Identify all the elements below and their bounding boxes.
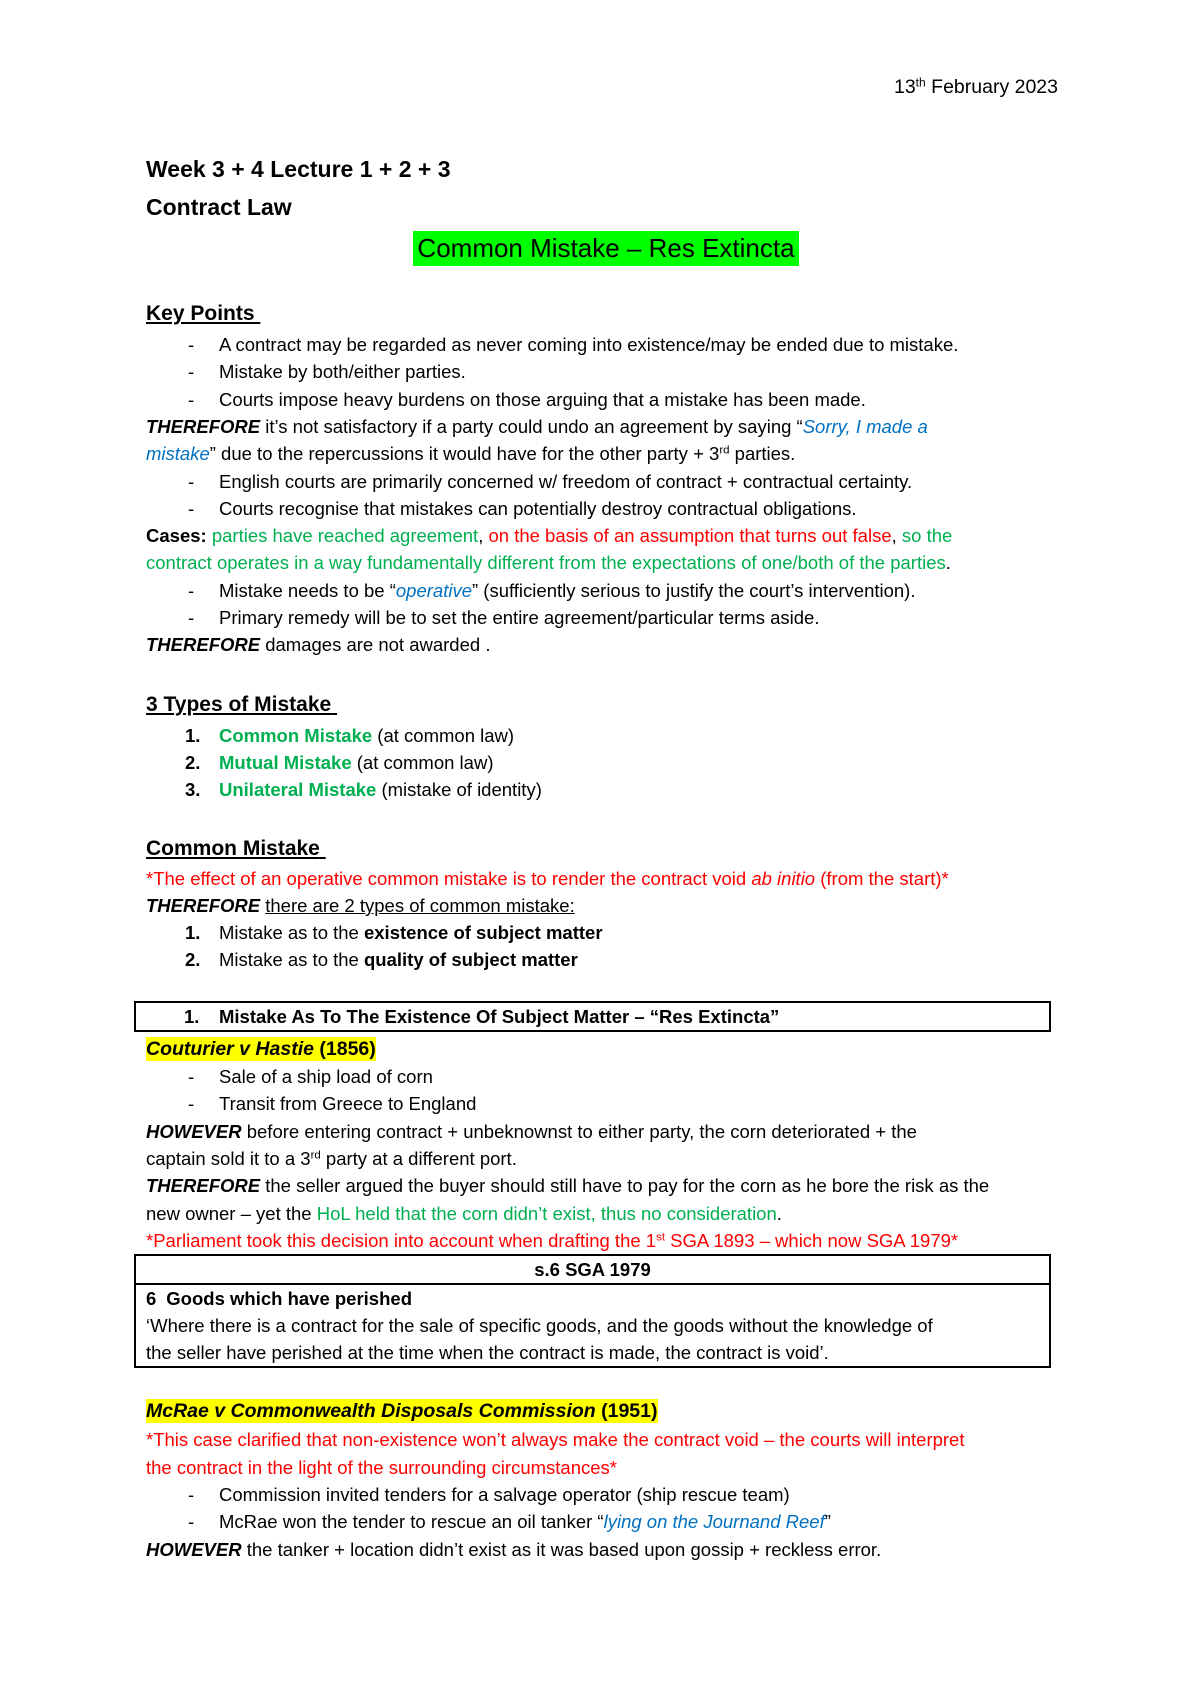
case-heading (146, 1036, 376, 1063)
bullet-item: - A contract may be regarded as never coming into existence/may be ended due to mistake. (219, 331, 958, 358)
mistake-type-name: Unilateral Mistake (219, 779, 377, 800)
item-number: 1. (185, 725, 201, 746)
latin-term: ab initio (751, 868, 816, 889)
however-paragraph-line (146, 1118, 917, 1145)
however-paragraph-line (146, 1145, 517, 1172)
however-paragraph-line (146, 1536, 881, 1563)
statute-body (136, 1285, 1049, 1366)
bullet-item: - Mistake by both/either parties. (219, 358, 466, 385)
numbered-item (185, 749, 494, 776)
date-month-year: February 2023 (925, 76, 1058, 98)
paragraph-text: ” due to the repercussions it would have for the other party + 3 (209, 443, 720, 464)
section-box-res-extincta (134, 1001, 1051, 1032)
item-bold-text: existence of subject matter (363, 922, 603, 943)
statute-section-number: 6 (146, 1288, 157, 1309)
case-highlight (146, 1399, 658, 1423)
types-heading-text: 3 Types of Mistake (146, 693, 332, 716)
item-text: Mistake as to the (219, 949, 364, 970)
mistake-type-name: Common Mistake (219, 725, 373, 746)
case-year: (1856) (319, 1038, 376, 1060)
mistake-type-note: (at common law) (372, 725, 515, 746)
numbered-item (185, 946, 578, 973)
cases-line (146, 522, 952, 549)
keyword-therefore: THEREFORE (146, 895, 261, 916)
bullet-item (219, 1508, 831, 1535)
mistake-type-note: (mistake of identity) (376, 779, 542, 800)
full-stop: . (776, 1203, 782, 1224)
comma: , (891, 525, 897, 546)
case-year: (1951) (601, 1400, 658, 1422)
date-day: 13 (893, 76, 916, 98)
case-highlight (146, 1037, 376, 1061)
effect-note (146, 865, 949, 892)
statute-text-line: the seller have perished at the time when the contract is made, the contract is void’. (146, 1342, 829, 1363)
case-note-line: *This case clarified that non-existence won’t always make the contract void – the courts will interpret (146, 1429, 965, 1450)
common-mistake-heading-text: Common Mistake (146, 837, 320, 860)
item-number: 2. (185, 752, 201, 773)
item-number: 3. (185, 779, 201, 800)
therefore-paragraph-line (146, 440, 795, 467)
keyword-therefore: THEREFORE (146, 634, 261, 655)
case-name: Couturier v Hastie (146, 1038, 314, 1060)
section-title-text: Mistake As To The Existence Of Subject Matter – “Res Extincta” (219, 1006, 780, 1027)
ordinal-suffix: st (656, 1231, 665, 1244)
case-note-line: the contract in the light of the surrounding circumstances* (146, 1457, 617, 1478)
paragraph-text: it’s not satisfactory if a party could undo an agreement by saying “ (260, 416, 803, 437)
keyword-however: HOWEVER (146, 1121, 242, 1142)
numbered-item (185, 919, 603, 946)
paragraph-text: before entering contract + unbeknownst to either party, the corn deteriorated + the (241, 1121, 917, 1142)
quoted-term: operative (395, 580, 472, 601)
case-heading (146, 1398, 658, 1425)
item-number: 1. (185, 922, 201, 943)
quoted-phrase: lying on the Journand Reef (603, 1511, 825, 1532)
bullet-item: - Sale of a ship load of corn (219, 1063, 433, 1090)
bullet-text: ” (sufficiently serious to justify the court’s intervention). (471, 580, 916, 601)
ordinal-suffix: rd (719, 444, 730, 457)
keyword-however: HOWEVER (146, 1539, 242, 1560)
case-name: McRae v Commonwealth Disposals Commission (146, 1400, 596, 1422)
quoted-phrase: mistake (146, 443, 210, 464)
bullet-item: - Courts recognise that mistakes can potentially destroy contractual obligations. (219, 495, 857, 522)
therefore-paragraph-line (146, 1172, 989, 1199)
therefore-paragraph-line (146, 1200, 782, 1227)
bullet-text: Mistake needs to be “ (219, 580, 396, 601)
full-stop: . (945, 552, 951, 573)
cases-green-text: so the (896, 525, 953, 546)
date-suffix: th (915, 75, 926, 90)
common-mistake-heading (146, 834, 326, 864)
numbered-item (185, 776, 542, 803)
item-number: 2. (185, 949, 201, 970)
comma: , (478, 525, 484, 546)
statute-table (134, 1254, 1051, 1368)
keyword-therefore: THEREFORE (146, 1175, 261, 1196)
paragraph-text: there are 2 types of common mistake: (265, 895, 575, 916)
item-bold-text: quality of subject matter (363, 949, 578, 970)
cases-green-text: parties have reached agreement (206, 525, 479, 546)
parliament-note (146, 1227, 958, 1254)
statute-title: s.6 SGA 1979 (136, 1256, 1049, 1285)
therefore-paragraph-line (146, 631, 490, 658)
keyword-therefore: THEREFORE (146, 416, 261, 437)
mistake-type-name: Mutual Mistake (219, 752, 352, 773)
document-date (894, 73, 1058, 101)
note-text: *Parliament took this decision into account when drafting the 1 (146, 1230, 657, 1251)
bullet-item: - Primary remedy will be to set the entire agreement/particular terms aside. (219, 604, 819, 631)
bullet-text: McRae won the tender to rescue an oil tanker “ (219, 1511, 604, 1532)
topic-heading (6, 231, 1200, 266)
bullet-item: - English courts are primarily concerned w/ freedom of contract + contractual certainty. (219, 468, 912, 495)
cases-label: Cases: (146, 525, 207, 546)
types-heading (146, 690, 337, 720)
effect-text: *The effect of an operative common mistake is to render the contract void (146, 868, 752, 889)
paragraph-text: damages are not awarded . (260, 634, 491, 655)
paragraph-text: parties. (729, 443, 796, 464)
numbered-item (185, 722, 515, 749)
cases-red-text: on the basis of an assumption that turns out false (483, 525, 892, 546)
paragraph-text: the tanker + location didn’t exist as it was based upon gossip + reckless error. (241, 1539, 882, 1560)
paragraph-text: the seller argued the buyer should still have to pay for the corn as he bore the risk as the (260, 1175, 990, 1196)
key-points-heading (146, 299, 260, 329)
mistake-type-note: (at common law) (351, 752, 494, 773)
topic-heading-text: Common Mistake – Res Extincta (413, 231, 798, 266)
cases-green-text: contract operates in a way fundamentally different from the expectations of one/both of the parties (146, 552, 946, 573)
therefore-paragraph-line (146, 892, 575, 919)
bullet-item: - Commission invited tenders for a salvage operator (ship rescue team) (219, 1481, 790, 1508)
ordinal-suffix: rd (310, 1149, 321, 1162)
therefore-paragraph-line (146, 413, 928, 440)
statute-text-line: ‘Where there is a contract for the sale of specific goods, and the goods without the knowledge of (146, 1315, 933, 1336)
statute-section-title: Goods which have perished (166, 1288, 412, 1309)
bullet-item: - Transit from Greece to England (219, 1090, 476, 1117)
cases-line (146, 549, 951, 576)
bullet-item (219, 577, 916, 604)
effect-text: (from the start)* (815, 868, 949, 889)
section-number: 1. (184, 1006, 200, 1027)
statute-section-heading (146, 1285, 1049, 1312)
paragraph-text: party at a different port. (320, 1148, 517, 1169)
quoted-phrase: Sorry, I made a (802, 416, 928, 437)
section-box-title (184, 1003, 780, 1030)
lecture-title: Week 3 + 4 Lecture 1 + 2 + 3 (146, 156, 451, 182)
holding-text: HoL held that the corn didn’t exist, thus no consideration (316, 1203, 777, 1224)
paragraph-text: new owner – yet the (146, 1203, 317, 1224)
paragraph-text: captain sold it to a 3 (146, 1148, 311, 1169)
key-points-heading-text: Key Points (146, 302, 255, 325)
note-text: SGA 1893 – which now SGA 1979* (665, 1230, 959, 1251)
subject-title: Contract Law (146, 194, 292, 220)
bullet-item: - Courts impose heavy burdens on those arguing that a mistake has been made. (219, 386, 866, 413)
closing-quote: ” (824, 1511, 831, 1532)
item-text: Mistake as to the (219, 922, 364, 943)
